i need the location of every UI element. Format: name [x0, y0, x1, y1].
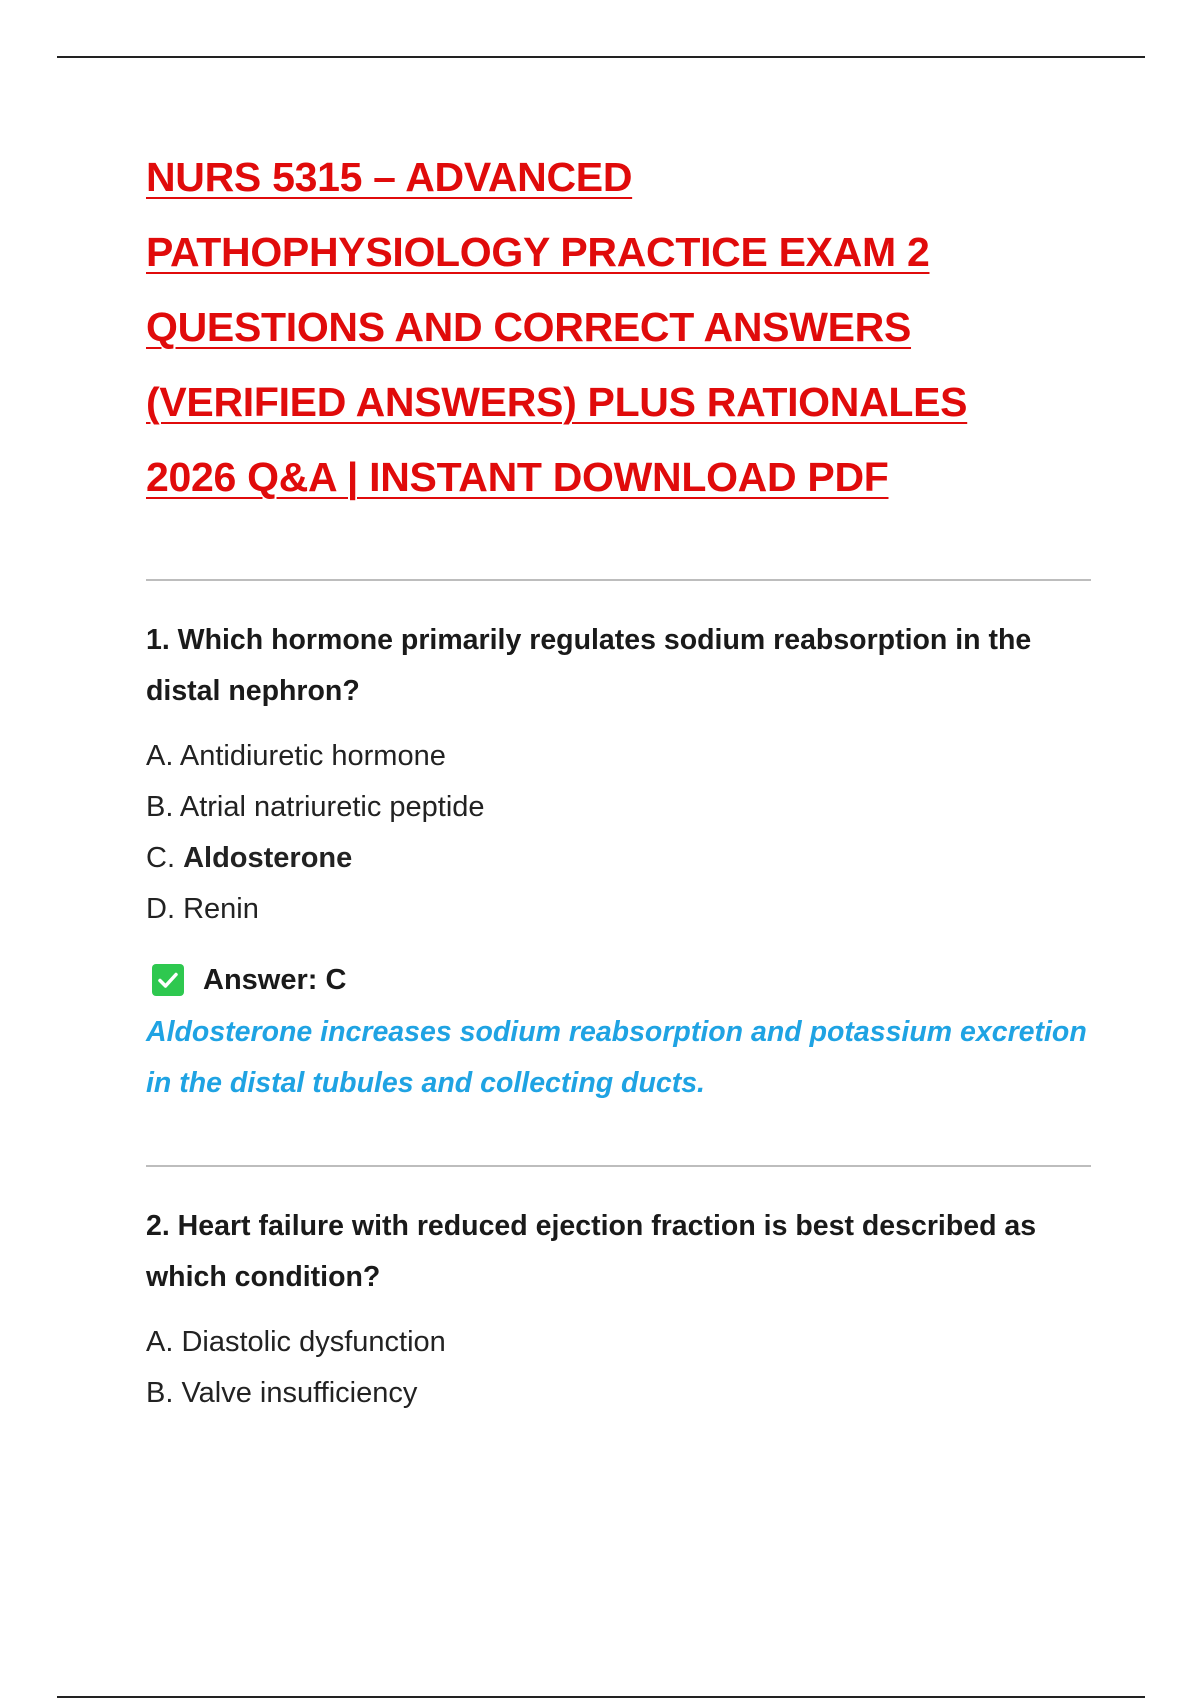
question-2 [146, 1201, 1091, 1419]
title-line-2: PATHOPHYSIOLOGY PRACTICE EXAM 2 [146, 229, 930, 275]
option-a [146, 1317, 1091, 1368]
check-mark-icon [152, 964, 184, 996]
answer-line [146, 955, 1091, 1005]
page-bottom-rule [57, 1696, 1145, 1698]
section-divider [146, 1165, 1091, 1167]
option-d [146, 884, 1091, 935]
option-text: Renin [183, 893, 259, 925]
option-letter: A. [146, 1326, 174, 1358]
option-text-correct: Aldosterone [183, 842, 353, 874]
option-b [146, 782, 1091, 833]
option-text: Diastolic dysfunction [181, 1326, 446, 1358]
option-a [146, 731, 1091, 782]
option-letter: D. [146, 893, 175, 925]
title-line-5: 2026 Q&A | INSTANT DOWNLOAD PDF [146, 454, 889, 500]
question-2-text: 2. Heart failure with reduced ejection fraction is best described as which condition? [146, 1210, 1037, 1293]
option-letter: B. [146, 1377, 174, 1409]
section-divider [146, 579, 1091, 581]
option-text: Atrial natriuretic peptide [179, 791, 485, 823]
option-c [146, 833, 1091, 884]
option-text: Valve insufficiency [181, 1377, 418, 1409]
option-text: Antidiuretic hormone [179, 740, 446, 772]
title-line-4: (VERIFIED ANSWERS) PLUS RATIONALES [146, 379, 968, 425]
title-line-3: QUESTIONS AND CORRECT ANSWERS [146, 304, 912, 350]
answer-label: Answer: C [203, 963, 347, 996]
question-1 [146, 615, 1091, 1109]
question-1-text: 1. Which hormone primarily regulates sodium reabsorption in the distal nephron? [146, 624, 1032, 707]
document-body [146, 140, 1091, 1419]
option-letter: A. [146, 740, 174, 772]
document-title [146, 140, 1091, 515]
title-line-1: NURS 5315 – ADVANCED [146, 154, 633, 200]
option-b [146, 1368, 1091, 1419]
question-2-options [146, 1317, 1091, 1419]
answer-rationale: Aldosterone increases sodium reabsorption and potassium excretion in the distal tubules and collecting ducts. [146, 1016, 1087, 1099]
option-letter: B. [146, 791, 174, 823]
option-letter: C. [146, 842, 175, 874]
question-1-options [146, 731, 1091, 935]
page-top-rule [57, 56, 1145, 58]
